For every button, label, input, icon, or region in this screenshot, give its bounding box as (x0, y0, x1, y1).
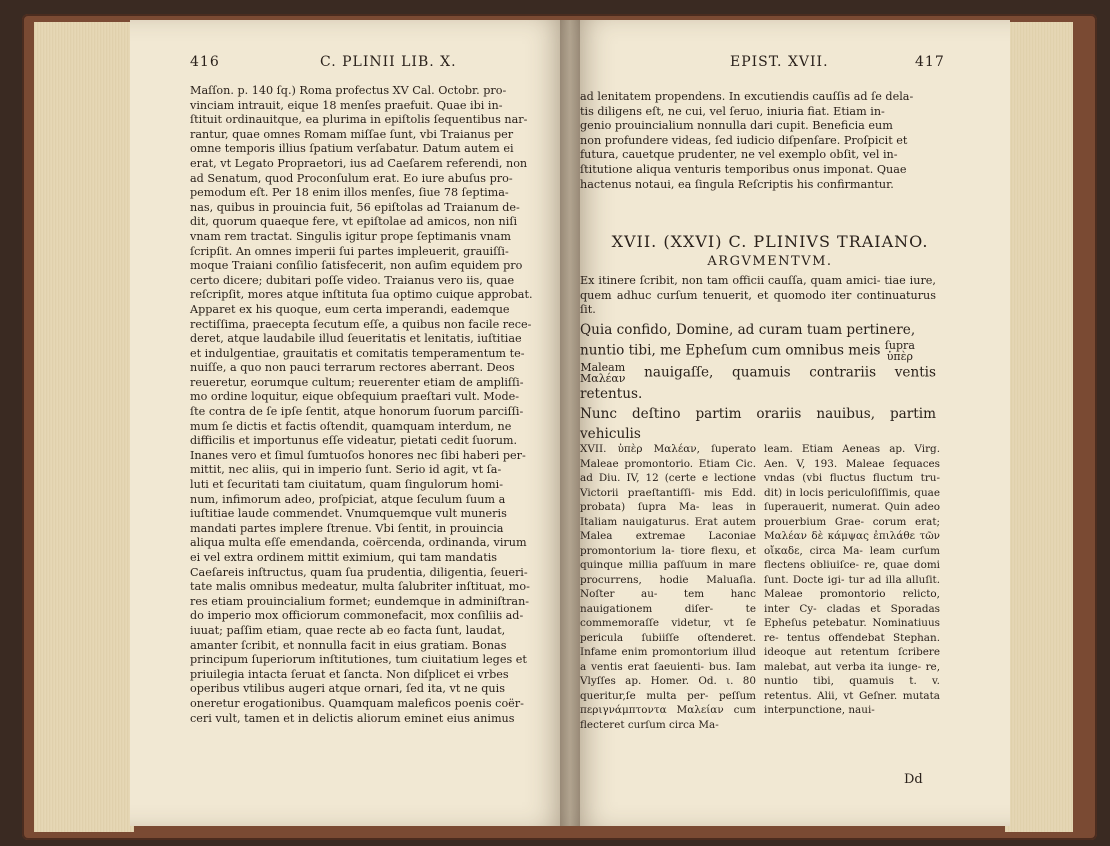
left-line: nas, quibus in prouincia fuit, 56 epiſtolas ad Traianum de- (190, 200, 520, 214)
left-line: et indulgentiae, grauitatis et comitatis temperamentum te- (190, 346, 525, 360)
left-line: luti et ſecuritati tam ciuitatum, quam ſingulorum homi- (190, 478, 504, 492)
left-line: ei vel extra ordinem mittit eximium, qui tam mandatis (190, 551, 498, 564)
left-line: amanter ſcribit, et nonnulla facit in eius gratiam. Bonas (190, 638, 507, 652)
left-line: iuſtitiae laude commendet. Vnumquemque vult muneris (190, 507, 507, 521)
right-line: ad lenitatem propendens. In excutiendis cauſſis ad ſe dela- (580, 90, 914, 103)
left-line: iuuat; paſſim etiam, quae recte ab eo facta ſunt, laudat, (190, 623, 506, 637)
letter-text (580, 320, 936, 444)
left-line: erat, vt Legato Propraetori, ius ad Caeſarem referendi, non (190, 156, 528, 170)
letter-line-4: Nunc deſtino partim orariis nauibus, partim vehiculis (580, 406, 936, 442)
left-line: rantur, quae omnes Romam miſſae ſunt, vbi Traianus per (190, 127, 514, 141)
left-line: moque Traiani conſilio ſatisfecerit, non auſim equidem pro (190, 259, 523, 273)
left-line: mittit, nec aliis, qui in imperio ſunt. Serio id agit, vt ſa- (190, 463, 502, 477)
left-line: ceri vult, tamen et in delictis aliorum eminet eius animus (190, 711, 515, 725)
letter-line-2-text: nuntio tibi, me Epheſum cum omnibus meis (580, 342, 881, 359)
left-line: certo dicere; dubitari poſſe video. Traianus vero iis, quae (190, 273, 515, 287)
left-line: priuilegia intacta ſeruat et ſancta. Non diſplicet ei vrbes (190, 667, 509, 681)
left-line: nuiſſe, a quo non pauci terrarum rectores aberrant. Deos (190, 361, 515, 375)
page-number-right: 417 (915, 54, 945, 70)
left-line: difficilis et importunus eſſe videatur, pietati cedit ſuorum. (190, 434, 518, 448)
left-line: operibus vtilibus augeri atque ornari, ſed ita, vt ne quis (190, 682, 505, 696)
left-page (130, 20, 570, 826)
right-page (570, 20, 1010, 826)
left-line: mandati partes implere ſtrenue. Vbi ſentit, in prouincia (190, 521, 504, 535)
argumentum-label: ARGVMENTVM. (707, 254, 833, 269)
left-line: do imperio mox officiorum commonefacit, mox conſiliis ad- (190, 609, 524, 623)
page-edges-right (1005, 22, 1073, 832)
left-body-text (190, 84, 556, 726)
letter-line-1: Quia confido, Domine, ad curam tuam pertinere, (580, 322, 916, 338)
gloss-maleam (580, 362, 625, 384)
left-line: Apparet ex his quoque, eum certa imperandi, eademque (190, 302, 510, 316)
left-line: res etiam prouincialium formet; eundemque in adminiſtran- (190, 594, 530, 608)
left-line: omne temporis illius ſpatium verſabatur. Datum autem ei (190, 142, 514, 156)
running-head-left: C. PLINII LIB. X. (320, 54, 457, 70)
left-line: aliqua multa eſſe emendanda, coërcenda, ordinanda, virum (190, 536, 527, 550)
left-line: vnam rem tractat. Singulis igitur prope ſeptimanis vnam (190, 229, 511, 243)
left-line: vinciam intrauit, eique 18 menſes praefuit. Quae ibi in- (190, 98, 503, 112)
right-line: ſtitutione aliqua venturis temporibus onus imponat. Quae (580, 162, 907, 176)
gloss-supra (885, 340, 915, 362)
left-line: rectiſſima, praecepta ſecutum eſſe, a quibus non facile rece- (190, 317, 532, 331)
right-line: tis diligens eſt, ne cui, vel ſeruo, iniuria fiat. Etiam in- (580, 104, 885, 118)
letter-line-3-text: nauigaſſe, quamuis contrariis ventis retentus. (580, 364, 936, 402)
left-line: Inanes vero et ſimul ſumtuoſos honores nec ſibi haberi per- (190, 448, 526, 462)
left-line: pemodum eſt. Per 18 enim illos menſes, ſiue 78 ſeptima- (190, 186, 509, 200)
argumentum-text: Ex itinere ſcribit, non tam officii cauſſa, quam amici- tiae iure, quem adhuc curſum tenuerit, et quomodo iter continuaturus ſit. (580, 274, 936, 317)
left-line: reſcripſit, mores atque inſtituta ſua optimo cuique approbat. (190, 288, 533, 302)
left-line: dit, quorum quaeque fere, vt epiſtolae ad amicos, non niſi (190, 215, 518, 229)
gloss-maleam-greek: Μαλέαν (580, 372, 626, 385)
left-line: Caeſareis inſtructus, quam ſua prudentia, diligentia, ſeueri- (190, 565, 528, 579)
signature-mark: Dd (904, 772, 923, 787)
letter-line-3 (580, 362, 936, 404)
left-line: reueretur, eorumque cultum; reuerenter etiam de ampliſſi- (190, 375, 524, 389)
left-line: principum ſuperiorum inſtitutiones, tum ciuitatium leges et (190, 653, 527, 667)
gloss-maleam-latin: Maleam (580, 361, 626, 374)
footnotes-column-2: leam. Etiam Aeneas ap. Virg. Aen. V, 193. Maleae ſequaces vndas (vbi fluctus fluctum tru- dit) in locis periculoſiſſimis, quae ſuperauerit, numerat. Quin adeo prouerbium Grae- corum erat; Μαλέαν δὲ κάμψας ἐπιλάθε τῶν οἴκαδε, circa Ma- leam curſum flectens obliuiſce- re, quae domi ſunt. Docte igi- tur ad illa alluſit. Maleae promontorio relicto, inter Cy- cladas et Sporadas Epheſus petebatur. Nominatiuus re- tentus offendebat Stephan. ideoque aut retentum ſcribere malebat, aut verba ita iunge- re, nuntio tibi, quamuis t. v. retentus. Alii, vt Geſner. mutata interpunctione, naui- (764, 443, 940, 716)
left-line: deret, atque laudabile illud ſeueritatis et lenitatis, iuſtitiae (190, 332, 522, 346)
left-line: ſte contra de ſe ipſe ſentit, atque honorum ſuorum parciſſi- (190, 405, 524, 419)
gloss-supra-greek: ὑπὲρ (886, 350, 914, 363)
left-line: ſcripſit. An omnes imperii ſui partes impleuerit, grauiſſi- (190, 244, 509, 258)
page-edges-left (34, 22, 134, 832)
footnotes-column-1: XVII. ὑπὲρ Μαλέαν, ſuperato Maleae promontorio. Etiam Cic. ad Diu. IV, 12 (certe e lectione Victorii praeſtantiſſi- mis Edd. probata) ſupra Ma- leas in Italiam nauigaturus. Erat autem Malea extremae Laconiae promontorium la- tiore flexu, et quinque millia paſſuum in mare procurrens, hodie Maluaſia. Noſter au- tem hanc nauigationem diſer- te commemoraſſe videtur, vt ſe pericula ſubiiſſe oſtenderet. Infame enim promontorium illud a ventis erat ſaeuienti- bus. Iam Vlyſſes ap. Homer. Od. ι. 80 queritur,ſe multa per- peſſum περιγνάμπτοντα Μαλείαν cum flecteret curſum circa Ma- (580, 443, 756, 731)
page-number-left: 416 (190, 54, 220, 70)
running-head-right: EPIST. XVII. (730, 54, 829, 70)
left-line: mo ordine loquitur, eique obſequium praeſtari vult. Mode- (190, 390, 520, 404)
left-line: num, infimorum adeo, proſpiciat, atque ſeculum ſuum a (190, 492, 506, 506)
left-line: ad Senatum, quod Proconſulum erat. Eo iure abuſus pro- (190, 171, 513, 185)
left-line: tate malis omnibus medeatur, multa ſalubriter inſtituat, mo- (190, 580, 530, 594)
epistle-heading: XVII. (XXVI) C. PLINIVS TRAIANO. (611, 232, 929, 251)
book-gutter (560, 20, 580, 826)
left-line: oneretur erogationibus. Quamquam maleficos poenis coër- (190, 696, 524, 710)
right-line: futura, cauetque prudenter, ne vel exemplo obſit, vel in- (580, 148, 898, 162)
right-line: hactenus notaui, ea ſingula Reſcriptis his confirmantur. (580, 177, 894, 191)
letter-line-2 (580, 340, 936, 362)
left-line: Maſſon. p. 140 ſq.) Roma profectus XV Cal. Octobr. pro- (190, 84, 507, 97)
left-line: ſtituit ordinauitque, ea plurima in epiſtolis ſequentibus nar- (190, 113, 528, 127)
right-line: genio prouincialium nonnulla dari cupit. Beneficia eum (580, 119, 893, 133)
left-line: mum ſe dictis et factis oſtendit, quamquam interdum, ne (190, 419, 512, 433)
right-line: non profundere videas, ſed iudicio diſpenſare. Proſpicit et (580, 133, 908, 147)
right-body-text (580, 90, 936, 192)
gloss-supra-latin: ſupra (884, 339, 915, 352)
